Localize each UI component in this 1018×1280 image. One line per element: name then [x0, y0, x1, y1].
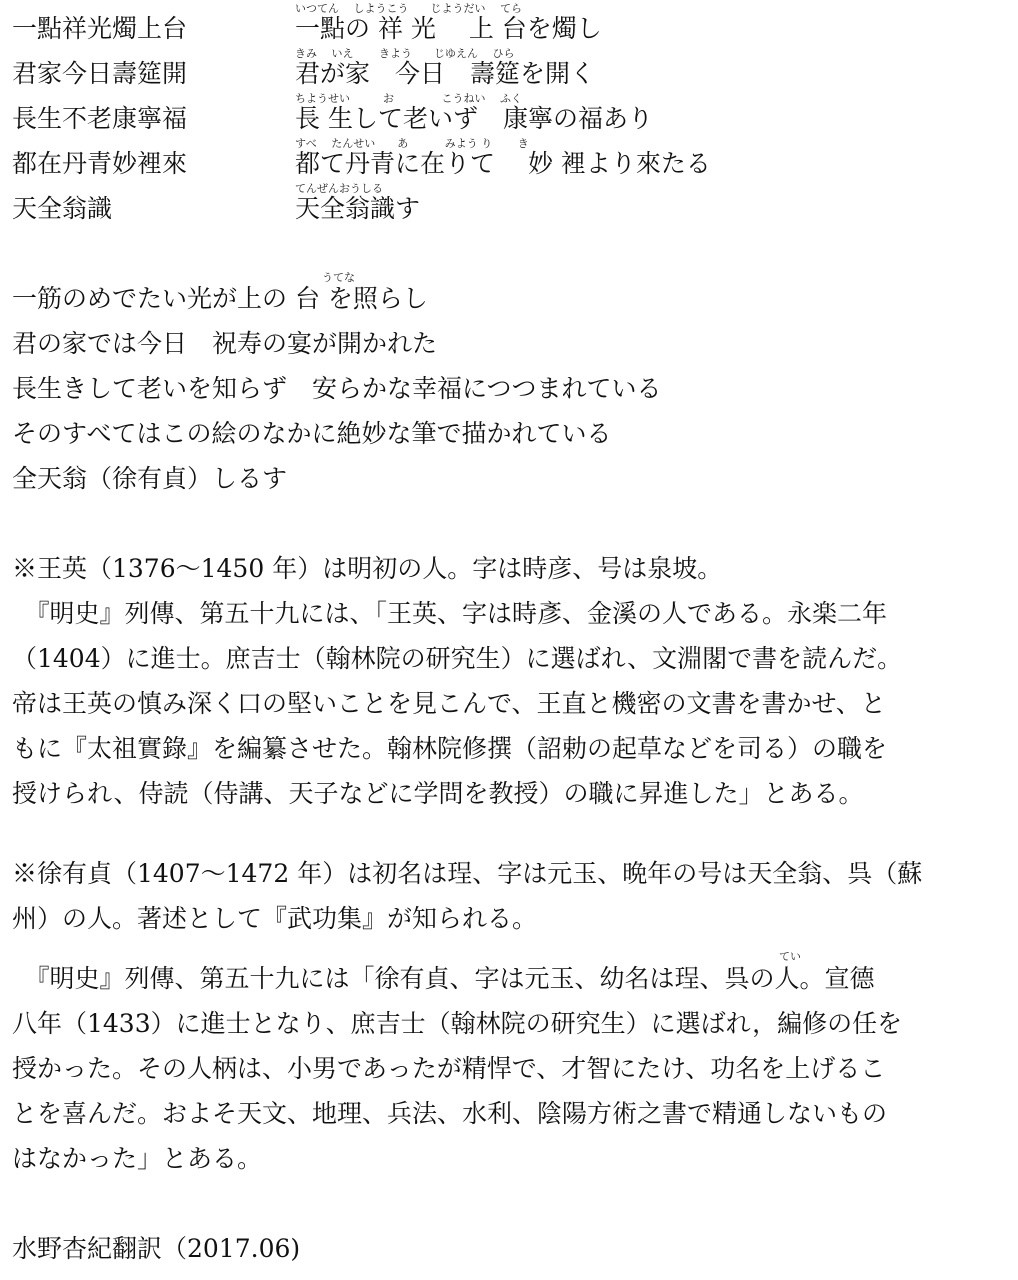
- translation-line-3: 長生きして老いを知らず 安らかな幸福につつまれている: [12, 374, 662, 403]
- kanbun-line-4: 都在丹青妙裡來: [12, 149, 188, 178]
- note-xu-youzhen-line-6: とを喜んだ。およそ天文、地理、兵法、水利、陰陽方術之書で精通しないもの: [12, 1099, 888, 1128]
- note-wang-ying-line-5: もに『太祖實錄』を編纂させた。翰林院修撰（詔勅の起草などを司る）の職を: [12, 734, 888, 763]
- note-xu-youzhen-line-4: 八年（1433）に進士となり、庶吉士（翰林院の研究生）に選ばれ，編修の任を: [12, 1009, 903, 1038]
- yomi-line-2: 君が家 今日 壽筵を開く: [295, 59, 596, 88]
- translation-line-5: 全天翁（徐有貞）しるす: [12, 464, 288, 493]
- yomi-line-1: 一點の 祥 光 上 台を燭し: [295, 14, 602, 43]
- yomi-line-4: 都て丹青に在りて 妙 裡より來たる: [295, 149, 711, 178]
- note-wang-ying-line-1: ※王英（1376～1450 年）は明初の人。字は時彦、号は泉坡。: [12, 554, 723, 583]
- kanbun-line-3: 長生不老康寧福: [12, 104, 188, 133]
- yomi-line-3: 長 生して老いず 康寧の福あり: [295, 104, 653, 133]
- note-xu-youzhen-line-3: 『明史』列傳、第五十九には「徐有貞、字は元玉、幼名は珵、呉の人。宣德: [12, 964, 875, 993]
- kanbun-line-5: 天全翁識: [12, 194, 113, 223]
- translation-line-2: 君の家では今日 祝寿の宴が開かれた: [12, 329, 438, 358]
- note-wang-ying-line-4: 帝は王英の慎み深く口の堅いことを見こんで、王直と機密の文書を書かせ、と: [12, 689, 886, 718]
- note-xu-youzhen-line-2: 州）の人。著述として『武功集』が知られる。: [12, 904, 538, 933]
- furigana-line-1: いつてん しようこう じようだい てら: [295, 2, 522, 15]
- yomi-line-5: 天全翁識す: [295, 194, 421, 223]
- note-xu-youzhen-line-5: 授かった。その人柄は、小男であったが精悍で、才智にたけ、功名を上げるこ: [12, 1054, 886, 1083]
- note-wang-ying-line-3: （1404）に進士。庶吉士（翰林院の研究生）に選ばれ、文淵閣で書を読んだ。: [12, 644, 903, 673]
- note-xu-youzhen-line-7: はなかった」とある。: [12, 1144, 263, 1173]
- translation-line-1: 一筋のめでたい光が上の 台 を照らし: [12, 284, 428, 313]
- kanbun-line-2: 君家今日壽筵開: [12, 59, 188, 88]
- note-wang-ying-line-2: 『明史』列傳、第五十九には、「王英、字は時彥、金溪の人である。永楽二年: [12, 599, 888, 628]
- translation-line-4: そのすべてはこの絵のなかに絶妙な筆で描かれている: [12, 419, 612, 448]
- furigana-line-3: ちようせい お こうねい ふく: [295, 92, 522, 105]
- furigana-line-5: てんぜんおうしる: [295, 182, 383, 195]
- kanbun-line-1: 一點祥光燭上台: [12, 14, 188, 43]
- translator-credit: 水野杏紀翻訳（2017.06): [12, 1234, 301, 1263]
- furigana-line-2: きみ いえ きよう じゆえん ひら: [295, 47, 515, 60]
- note-xu-youzhen-line-1: ※徐有貞（1407～1472 年）は初名は珵、字は元玉、晩年の号は天全翁、呉（蘇: [12, 859, 923, 888]
- ruby-utena: うてな: [322, 271, 355, 284]
- furigana-line-4: すべ たんせい あ みよう り き: [295, 137, 529, 150]
- ruby-tei: てい: [779, 950, 801, 963]
- note-wang-ying-line-6: 授けられ、侍読（侍講、天子などに学問を教授）の職に昇進した」とある。: [12, 779, 864, 808]
